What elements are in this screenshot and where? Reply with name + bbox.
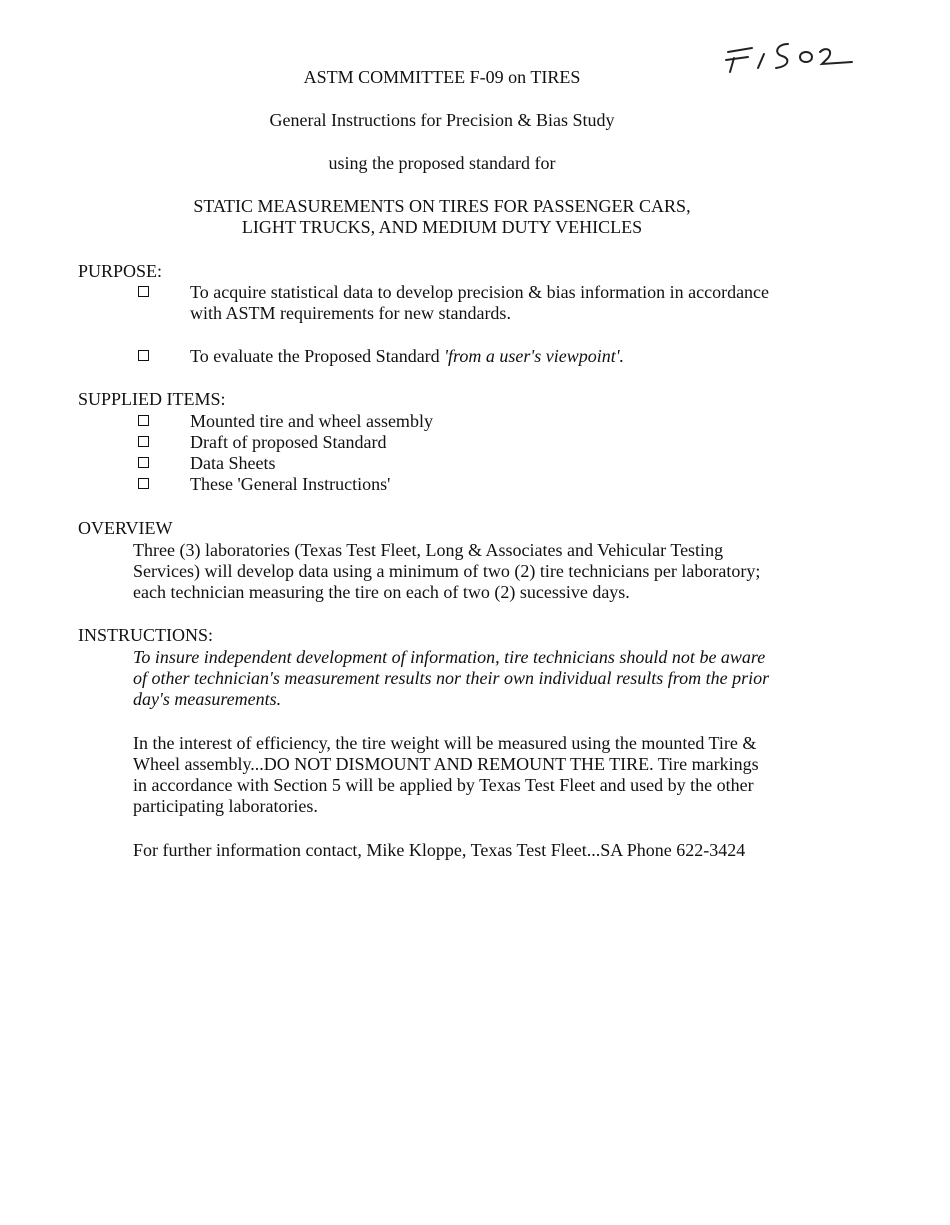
purpose-item-1-text	[190, 282, 810, 324]
using-line: using the proposed standard for	[328, 153, 556, 173]
checkbox-icon	[138, 436, 149, 447]
purpose-item-2-text: To evaluate the Proposed Standard 'from a user's viewpoint'.	[190, 346, 625, 366]
purpose-item-1-line-1: To acquire statistical data to develop precision & bias information in accordance	[190, 282, 770, 302]
title-line-1: STATIC MEASUREMENTS ON TIRES FOR PASSENGER CARS,	[193, 196, 691, 216]
overview-paragraph: Three (3) laboratories (Texas Test Fleet, Long & Associates and Vehicular Testing Services) will develop data using a minimum of two (2) tire technicians per laboratory; each technician measuring the tire on each of two (2) sucessive days.	[133, 540, 761, 602]
checkbox-icon	[138, 478, 149, 489]
supplied-item: These 'General Instructions'	[136, 474, 816, 495]
supplied-item: Draft of proposed Standard	[136, 432, 816, 453]
instructions-italic-paragraph: To insure independent development of information, tire technicians should not be aware of other technician's measurement results nor their own individual results from the prior day's measurements.	[133, 647, 770, 709]
supplied-items-heading: SUPPLIED ITEMS:	[78, 389, 226, 409]
committee-heading: ASTM COMMITTEE F-09 on TIRES	[303, 67, 581, 87]
purpose-item-2	[136, 346, 816, 367]
purpose-item-2-italic: 'from a user's viewpoint'.	[444, 346, 625, 366]
instructions-efficiency-paragraph: In the interest of efficiency, the tire weight will be measured using the mounted Tire & Wheel assembly...DO NOT DISMOUNT AND REMOUNT THE TIRE. Tire markings in accordance with Section 5 will be applied by Texas Test Fleet and used by the other participating laboratories.	[133, 733, 759, 816]
contact-line: For further information contact, Mike Kloppe, Texas Test Fleet...SA Phone 622-3424	[133, 840, 746, 860]
supplied-item: Mounted tire and wheel assembly	[136, 411, 816, 432]
checkbox-icon	[138, 457, 149, 468]
supplied-item: Data Sheets	[136, 453, 816, 474]
checkbox-icon	[138, 350, 149, 361]
purpose-item-1	[136, 282, 816, 324]
checkbox-icon	[138, 286, 149, 297]
purpose-item-1-line-2: with ASTM requirements for new standards.	[190, 303, 511, 323]
overview-heading: OVERVIEW	[78, 518, 173, 538]
purpose-heading: PURPOSE:	[78, 261, 163, 281]
document-subtitle: General Instructions for Precision & Bias Study	[269, 110, 615, 130]
checkbox-icon	[138, 415, 149, 426]
instructions-heading: INSTRUCTIONS:	[78, 625, 214, 645]
title-line-2: LIGHT TRUCKS, AND MEDIUM DUTY VEHICLES	[241, 217, 643, 237]
